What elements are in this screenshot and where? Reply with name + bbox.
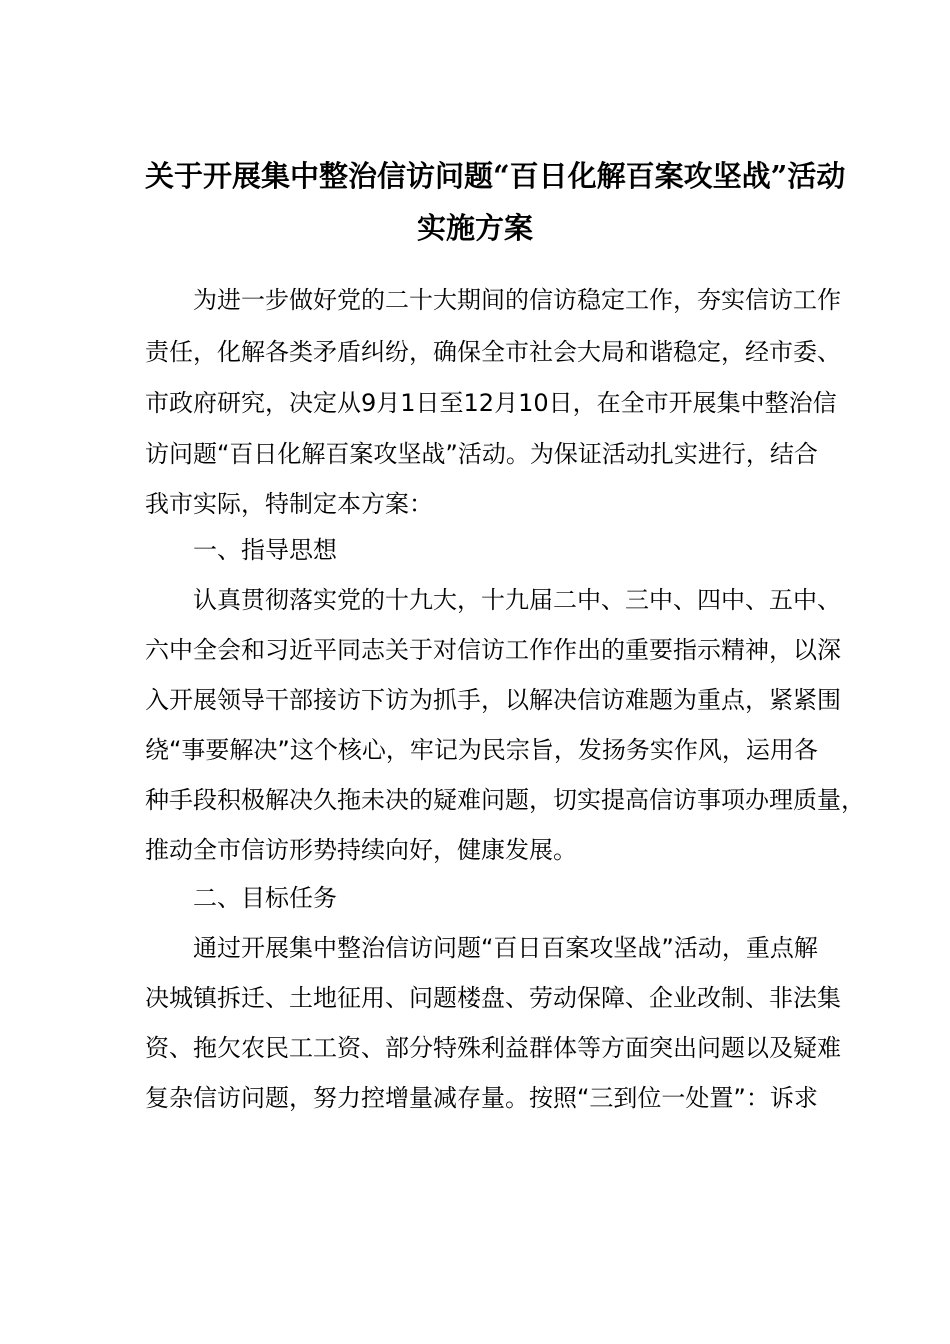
section-heading-goals-tasks: 二、目标任务: [193, 884, 337, 912]
section1-line: 入开展领导干部接访下访为抓手，以解决信访难题为重点，紧紧围: [145, 686, 841, 714]
section1-line: 种手段积极解决久拖未决的疑难问题，切实提高信访事项办理质量，: [145, 786, 865, 814]
section-heading-guiding-ideology: 一、指导思想: [193, 536, 337, 564]
document-title-line-1: 关于开展集中整治信访问题“百日化解百案攻坚战”活动: [145, 159, 846, 193]
section2-line: 通过开展集中整治信访问题“百日百案攻坚战”活动，重点解: [193, 934, 818, 962]
section2-line: 资、拖欠农民工工资、部分特殊利益群体等方面突出问题以及疑难: [145, 1034, 841, 1062]
intro-line: 市政府研究，决定从9月1日至12月10日，在全市开展集中整治信: [145, 389, 837, 417]
section1-line: 推动全市信访形势持续向好，健康发展。: [145, 836, 577, 864]
section2-line: 复杂信访问题，努力控增量减存量。按照“三到位一处置”：诉求: [145, 1084, 818, 1112]
section2-line: 决城镇拆迁、土地征用、问题楼盘、劳动保障、企业改制、非法集: [145, 984, 841, 1012]
section1-line: 六中全会和习近平同志关于对信访工作作出的重要指示精神，以深: [145, 636, 841, 664]
intro-line: 我市实际，特制定本方案：: [145, 490, 433, 518]
section1-line: 绕“事要解决”这个核心，牢记为民宗旨，发扬务实作风，运用各: [145, 736, 818, 764]
intro-line: 访问题“百日化解百案攻坚战”活动。为保证活动扎实进行，结合: [145, 440, 818, 468]
intro-line: 责任，化解各类矛盾纠纷，确保全市社会大局和谐稳定，经市委、: [145, 338, 841, 366]
document-title-line-2: 实施方案: [416, 211, 533, 245]
section1-line: 认真贯彻落实党的十九大，十九届二中、三中、四中、五中、: [193, 586, 841, 614]
intro-line: 为进一步做好党的二十大期间的信访稳定工作，夯实信访工作: [193, 286, 841, 314]
